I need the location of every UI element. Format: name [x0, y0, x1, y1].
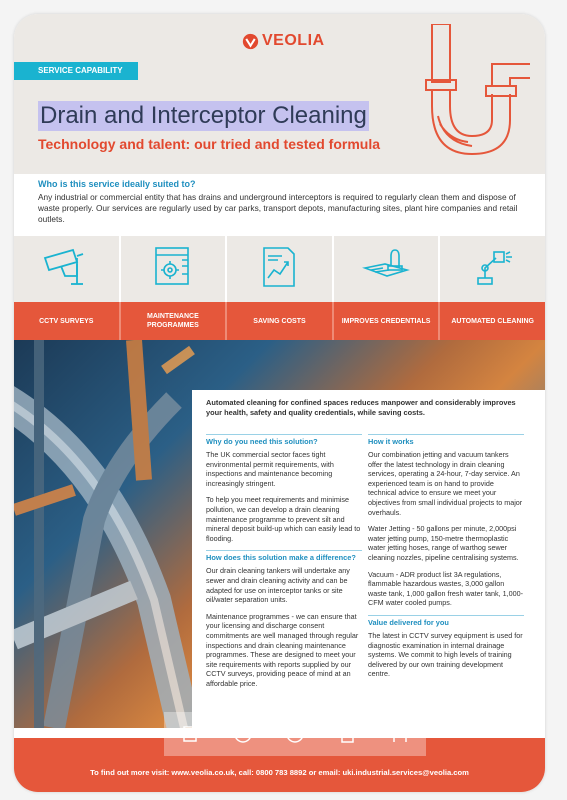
paragraph: Our drain cleaning tankers will undertake any sewer and drain cleaning activity and can be adapted for use on interceptor tanks or site oil/water separation units.	[206, 566, 350, 605]
zoom-in-icon	[285, 724, 305, 744]
who-body: Any industrial or commercial entity that has drains and underground interceptors is required to regularly clean them and dispose of waste properly. Our services are regularly used by car parks, transport depots, manufacturing sites, plant hire companies and retail outlets.	[38, 192, 518, 224]
capability-label: MAINTENANCE PROGRAMMES	[121, 302, 228, 340]
robot-arm-icon	[468, 244, 518, 290]
fit-page-button[interactable]	[387, 721, 413, 747]
fit-page-icon	[391, 725, 409, 743]
document-icon	[338, 725, 356, 743]
cctv-camera-icon	[41, 244, 91, 290]
veolia-logo-icon	[242, 33, 259, 50]
section-heading: How it works	[368, 434, 524, 446]
section-heading: Why do you need this solution?	[206, 434, 362, 446]
paragraph: The UK commercial sector faces tight environmental permit requirements, with inspections and maintenance becoming increasingly stringent.	[206, 450, 334, 488]
intro-text: Automated cleaning for confined spaces reduces manpower and considerably improves your health, safety and quality credentials, while saving costs.	[206, 398, 516, 417]
left-column	[206, 434, 362, 695]
document-button[interactable]	[334, 721, 360, 747]
zoom-out-button[interactable]	[230, 721, 256, 747]
paragraph: To help you meet requirements and minimise pollution, we can develop a drain cleaning maintenance programme to prevent silt and mineral deposit build-up which can easily lead to flooding.	[206, 495, 361, 543]
capability-cell-saving	[227, 236, 334, 302]
cost-chart-icon	[254, 244, 304, 290]
capability-cell-automated	[440, 236, 545, 302]
section-heading: How does this solution make a difference?	[206, 550, 362, 562]
maintenance-gear-icon	[148, 244, 198, 290]
footer-contact-text: To find out more visit: www.veolia.co.uk, call: 0800 783 8892 or email: uki.industrial.services@veolia.com	[90, 768, 469, 777]
page-view-icon	[181, 725, 199, 743]
paragraph: Maintenance programmes - we can ensure that your licensing and discharge consent commitments are well managed through regular inspections and drain cleaning maintenance programmes. These are designed to meet your site requirements with reports supplied by our CCTV surveys, providing peace of mind at an affordable price.	[206, 611, 359, 688]
document-page	[14, 14, 545, 792]
section-heading: Value delivered for you	[368, 615, 524, 627]
veolia-logo	[242, 32, 325, 50]
content-card	[192, 390, 545, 728]
capability-labels-row	[14, 302, 545, 340]
paragraph: Water Jetting - 50 gallons per minute, 2,000psi water jetting pump, 150-metre thermoplastic water jetting hoses, range of warthog sewer cleaning nozzles, pipeline centralising systems.	[368, 524, 519, 562]
capability-icons-row	[14, 236, 545, 302]
industrial-pipes-photo	[14, 340, 545, 728]
capability-cell-maintenance	[121, 236, 228, 302]
zoom-out-icon	[233, 724, 253, 744]
capability-cell-cctv	[14, 236, 121, 302]
paragraph: The latest in CCTV survey equipment is used for diagnostic examination in internal drainage systems. We commit to high levels of training delivered by our own training development centre.	[368, 630, 523, 679]
capability-label: SAVING COSTS	[227, 302, 334, 340]
service-capability-tag: SERVICE CAPABILITY	[14, 62, 138, 80]
page-view-button[interactable]	[177, 721, 203, 747]
zoom-in-button[interactable]	[282, 721, 308, 747]
page-title: Drain and Interceptor Cleaning	[40, 102, 367, 129]
page-subtitle: Technology and talent: our tried and tested formula	[38, 136, 380, 152]
pipe-illustration-icon	[410, 24, 532, 164]
viewer-toolbar	[164, 712, 426, 756]
paragraph: Vacuum - ADR product list 3A regulations, flammable hazardous wastes, 3,000 gallon waste tank, 1,000 gallon fresh water tank, 1,000-CFM water cooled pumps.	[368, 569, 524, 608]
capability-label: CCTV SURVEYS	[14, 302, 121, 340]
capability-cell-credentials	[334, 236, 441, 302]
paragraph: Our combination jetting and vacuum tankers offer the latest technology in drain cleaning services, operating a 24-hour, 7-day service. An experienced team is on hand to provide technical advice to ensure we meet your objectives from small individual projects to major overhauls.	[368, 450, 523, 517]
stamp-certificate-icon	[361, 244, 411, 290]
capability-label: IMPROVES CREDENTIALS	[334, 302, 441, 340]
right-column	[368, 434, 524, 686]
who-heading: Who is this service ideally suited to?	[38, 179, 196, 189]
logo-text: VEOLIA	[262, 32, 325, 49]
capability-label: AUTOMATED CLEANING	[451, 317, 534, 325]
